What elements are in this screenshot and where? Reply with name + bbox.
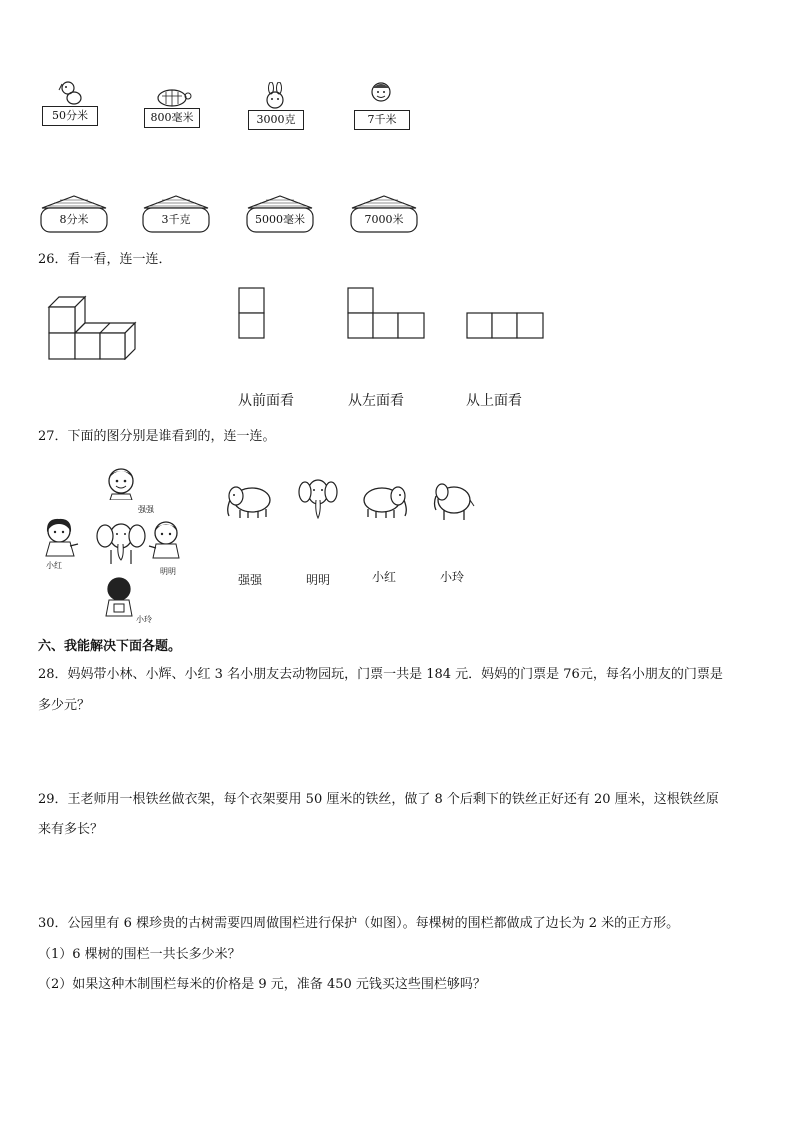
elephant-name-2: 明明: [306, 573, 331, 587]
view-label-left: 从左面看: [348, 393, 404, 409]
turtle-icon: [152, 86, 192, 108]
kid-qiangqiang-icon: [104, 466, 138, 500]
elephant-front-icon: [96, 520, 146, 566]
elephant-side-right-icon: [224, 484, 274, 520]
q28-line2: 多少元？: [38, 698, 91, 713]
kid-label-xiaohong: 小红: [46, 561, 62, 570]
cube-stack-figure: [46, 294, 138, 360]
child-icon: [366, 80, 396, 110]
sign-4: 7千米: [354, 110, 410, 130]
elephant-name-4: 小玲: [440, 570, 465, 584]
q28-line1: 28．妈妈带小林、小辉、小红 3 名小朋友去动物园玩，门票一共是 184 元．妈妈的门票是 76元，每名小朋友的门票是: [38, 667, 723, 682]
house-label-1: 8分米: [59, 213, 89, 226]
house-label-3: 5000毫米: [255, 213, 305, 226]
q30-sub1: （1）6 棵树的围栏一共长多少米？: [38, 947, 241, 962]
elephant-name-1: 强强: [238, 573, 263, 587]
sign-1: 50分米: [42, 106, 98, 126]
q29-line2: 来有多长？: [38, 822, 104, 837]
kid-label-mingming: 明明: [160, 567, 176, 576]
kid-label-xiaoling: 小玲: [136, 615, 152, 624]
sign-3: 3000克: [248, 110, 304, 130]
elephant-back-view-icon: [430, 480, 476, 522]
rabbit-icon: [262, 82, 288, 110]
kid-xiaohong-icon: [42, 518, 80, 558]
view-label-top: 从上面看: [466, 393, 522, 409]
house-label-4: 7000米: [364, 213, 404, 226]
view-label-front: 从前面看: [238, 393, 294, 409]
q30-line1: 30．公园里有 6 棵珍贵的古树需要四周做围栏进行保护（如图）。每棵树的围栏都做成了边长为 2 米的正方形。: [38, 916, 680, 931]
view-two-vertical-squares: [238, 287, 266, 341]
kid-mingming-icon: [148, 520, 184, 560]
elephant-name-3: 小红: [372, 570, 397, 584]
elephant-front-view-icon: [298, 476, 338, 522]
kid-xiaoling-icon: [104, 576, 136, 620]
view-l-shape: [347, 287, 427, 341]
q27-title: 27．下面的图分别是谁看到的，连一连。: [38, 429, 276, 444]
house-label-2: 3千克: [161, 213, 191, 226]
q26-title: 26．看一看，连一连．: [38, 252, 172, 267]
dog-icon: [56, 80, 84, 106]
q29-line1: 29．王老师用一根铁丝做衣架，每个衣架要用 50 厘米的铁丝，做了 8 个后剩下的铁丝正好还有 20 厘米，这根铁丝原: [38, 792, 719, 807]
kid-label-qiangqiang: 强强: [138, 505, 154, 514]
sign-2: 800毫米: [144, 108, 200, 128]
section-heading: 六、我能解决下面各题。: [38, 639, 182, 654]
q30-sub2: （2）如果这种木制围栏每米的价格是 9 元，准备 450 元钱买这些围栏够吗？: [38, 977, 486, 992]
elephant-side-left-icon: [360, 484, 410, 520]
view-three-horizontal-squares: [466, 312, 546, 340]
